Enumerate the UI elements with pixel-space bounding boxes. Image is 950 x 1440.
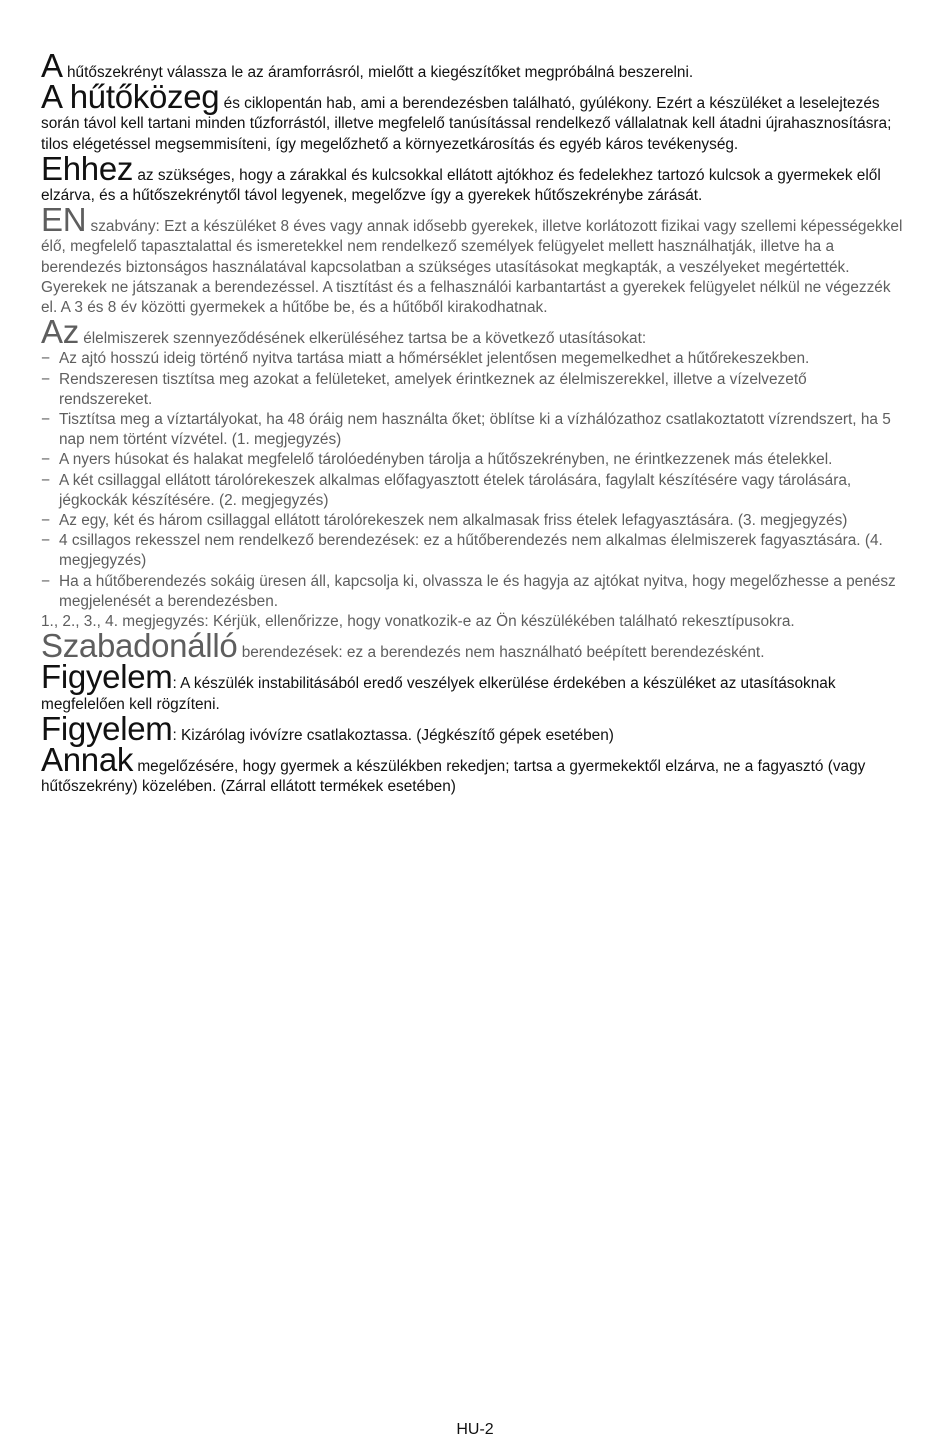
- paragraph-text: az szükséges, hogy a zárakkal és kulcsokkal ellátott ajtókhoz és fedelekhez tartozó kulcsok a gyermekek elől elzárva, és a hűtőszekrénytől távol legyenek, megelőzve így a gyerekek hűtőszekrénybe zárását.: [41, 166, 881, 205]
- lead-word: Ehhez: [41, 149, 134, 187]
- section-food-hygiene: [41, 313, 903, 632]
- hygiene-intro-text: élelmiszerek szennyeződésének elkerüléséhez tartsa be a következő utasításokat:: [83, 330, 647, 348]
- list-item-text: Ha a hűtőberendezés sokáig üresen áll, kapcsolja ki, olvassza le és hagyja az ajtókat nyitva, hogy megelőzhesse a penész megjelenését a berendezésben.: [59, 572, 896, 610]
- paragraph-text: : Kizárólag ivóvízre csatlakoztassa. (Jégkészítő gépek esetében): [172, 726, 614, 744]
- list-item-text: A két csillaggal ellátott tárolórekeszek alkalmas előfagyasztott ételek tárolására, fagylalt készítésére vagy tárolására, jégkockák készítésére. (2. megjegyzés): [59, 471, 852, 509]
- paragraph-text: berendezések: ez a berendezés nem használható beépített berendezésként.: [241, 644, 765, 662]
- paragraph-child-trap: [41, 741, 903, 797]
- dash-bullet: −: [41, 471, 50, 489]
- paragraph-refrigerant: [41, 78, 903, 155]
- paragraph-warning-stability: [41, 658, 903, 714]
- paragraph-text: megelőzésére, hogy gyermek a készülékben rekedjen; tartsa a gyermekektől elzárva, ne a fagyasztó (vagy hűtőszekrény) közelében. (Zárral ellátott termékek esetében): [41, 758, 866, 796]
- paragraph-text: szabvány: Ezt a készüléket 8 éves vagy annak idősebb gyerekek, illetve korlátozott fizikai vagy szellemi képességekkel élő, megfelelő tapasztalattal és ismeretekkel nem rendelkező személyek felügyelet mellett használhatják, illetve ha a berendezés biztonságos használatával kapcsolatban a szükséges utasításokat megkapták, a veszélyeket megértették. Gyerekek ne játszanak a berendezéssel. A tisztítást és a felhasználói karbantartást a gyerekek felügyelet nélkül ne végezzék el. A 3 és 8 év közötti gyermekek a hűtőbe be, és a hűtőből kirakodhatnak.: [41, 218, 903, 317]
- hygiene-intro: [41, 313, 903, 351]
- lead-word: Figyelem: [41, 658, 173, 696]
- lead-word: Figyelem: [41, 709, 173, 747]
- list-item-text: A nyers húsokat és halakat megfelelő tárolóedényben tárolja a hűtőszekrényben, ne érintkezzenek más ételekkel.: [59, 451, 833, 469]
- paragraph-text: hűtőszekrényt válassza le az áramforrásról, mielőtt a kiegészítőket megpróbálná beszerelni.: [67, 64, 694, 81]
- dash-bullet: −: [41, 532, 50, 550]
- paragraph-keys: [41, 149, 903, 206]
- dash-bullet: −: [41, 350, 50, 368]
- hygiene-list: [41, 349, 903, 612]
- lead-word: Annak: [41, 741, 134, 779]
- list-item-text: 4 csillagos rekesszel nem rendelkező berendezések: ez a hűtőberendezés nem alkalmas élelmiszerek fagyasztására. (4. megjegyzés): [59, 532, 883, 570]
- list-item: [41, 450, 903, 470]
- paragraph-text: és ciklopentán hab, ami a berendezésben található, gyúlékony. Ezért a készüléket a leselejtezés során távol kell tartani minden tűzforrástól, illetve megfelelő tanúsítással rendelkező vállalatnak kell átadni újrahasznosításra; tilos elégetéssel megsemmisíteni, így megelőzhető a környezetkárosítás és egyéb káros tevékenység.: [41, 95, 892, 153]
- list-item-text: Az egy, két és három csillaggal ellátott tárolórekeszek nem alkalmasak friss ételek lefagyasztására. (3. megjegyzés): [59, 512, 848, 530]
- lead-word: A: [41, 47, 63, 84]
- list-item: [41, 370, 903, 410]
- page-number: HU-2: [456, 1421, 494, 1438]
- list-item: [41, 572, 903, 612]
- dash-bullet: −: [41, 451, 50, 469]
- dash-bullet: −: [41, 572, 50, 590]
- lead-word: A hűtőközeg: [41, 78, 220, 116]
- paragraph-en-standard: [41, 201, 903, 318]
- list-item: [41, 531, 903, 571]
- list-item: [41, 511, 903, 531]
- lead-word: Az: [41, 313, 79, 351]
- lead-word: Szabadonálló: [41, 627, 238, 665]
- dash-bullet: −: [41, 370, 50, 388]
- paragraph-warning-water: [41, 709, 903, 747]
- list-item: [41, 471, 903, 511]
- hygiene-note: 1., 2., 3., 4. megjegyzés: Kérjük, ellenőrizze, hogy vonatkozik-e az Ön készülékében található rekesztípusokra.: [41, 613, 795, 631]
- list-item: [41, 410, 903, 450]
- dash-bullet: −: [41, 411, 50, 429]
- lead-word: EN: [41, 201, 87, 239]
- paragraph-text: : A készülék instabilitásából eredő veszélyek elkerülése érdekében a készüléket az utasításoknak megfelelően kell rögzíteni.: [41, 675, 836, 713]
- document-body: [41, 47, 903, 802]
- list-item-text: Rendszeresen tisztítsa meg azokat a felületeket, amelyek érintkeznek az élelmiszerekkel, illetve a vízelvezető rendszereket.: [59, 370, 807, 408]
- list-item-text: Az ajtó hosszú ideig történő nyitva tartása miatt a hőmérséklet jelentősen megemelkedhet a hűtőrekeszekben.: [59, 350, 810, 368]
- list-item: [41, 349, 903, 369]
- list-item-text: Tisztítsa meg a víztartályokat, ha 48 óráig nem használta őket; öblítse ki a vízhálózathoz csatlakoztatott vízrendszert, ha 5 nap nem történt vízvétel. (1. megjegyzés): [59, 411, 891, 449]
- dash-bullet: −: [41, 512, 50, 530]
